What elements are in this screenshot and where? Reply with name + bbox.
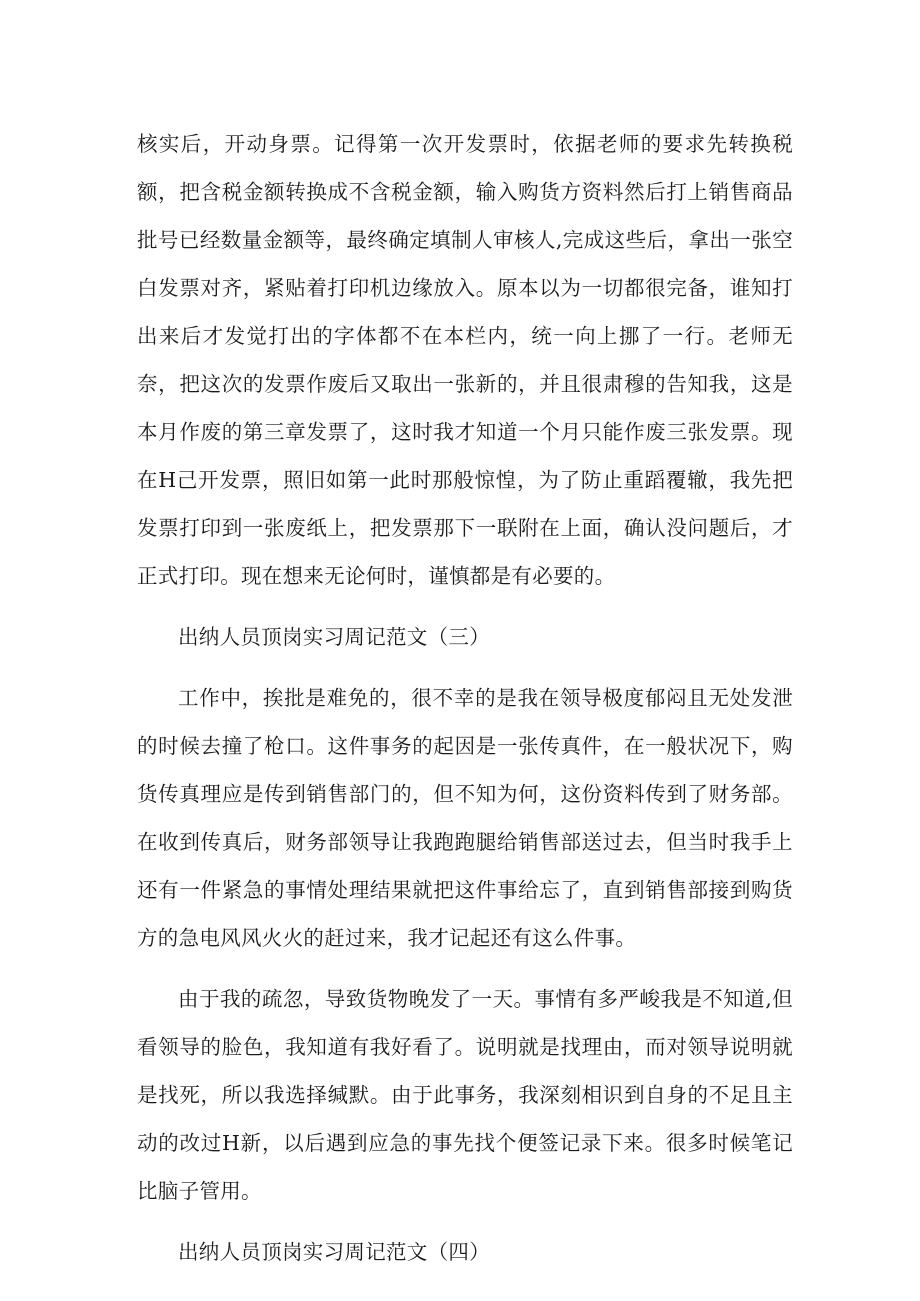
paragraph-reflection: 由于我的疏忽，导致货物晚发了一天。事情有多严峻我是不知道,但看领导的脸色，我知道有我好看了。说明就是找理由，而对领导说明就是找死，所以我选择缄默。由于此事务，我深刻相识到自身的不足且主动的改过H新，以后遇到应急的事先找个便签记录下来。很多时候笔记比脑子管用。 [137,987,793,1203]
paragraph-continued: 核实后，开动身票。记得第一次开发票时，依据老师的要求先转换税额，把含税金额转换成不含税金额，输入购货方资料然后打上销售商品批号已经数量金额等，最终确定填制人审核人,完成这些后，拿出一张空白发票对齐，紧贴着打印机边缘放入。原本以为一切都很完备，谁知打出来后才发觉打出的字体都不在本栏内，统一向上挪了一行。老师无奈，把这次的发票作废后又取出一张新的，并且很肃穆的告知我，这是本月作废的第三章发票了，这时我才知道一个月只能作废三张发票。现在H己开发票，照旧如第一此时那般惊惶，为了防止重蹈覆辙，我先把发票打印到一张废纸上，把发票那下一联附在上面，确认没问题后，才正式打印。现在想来无论何时，谨慎都是有必要的。 [137,132,793,588]
document-body [137,120,793,1289]
section-heading-4: 出纳人员顶岗实习周记范文（四） [178,1240,490,1264]
paragraph-criticism: 工作中，挨批是难免的，很不幸的是我在领导极度郁闷且无处发泄的时候去撞了枪口。这件事务的起因是一张传真件，在一般状况下，购货传真理应是传到销售部门的，但不知为何，这份资料传到了财务部。在收到传真后，财务部领导让我跑跑腿给销售部送过去，但当时我手上还有一件紧急的事情处理结果就把这件事给忘了，直到销售部接到购货方的急电风风火火的赶过来，我才记起还有这么件事。 [137,686,793,950]
section-heading-3: 出纳人员顶岗实习周记范文（三） [178,625,490,649]
